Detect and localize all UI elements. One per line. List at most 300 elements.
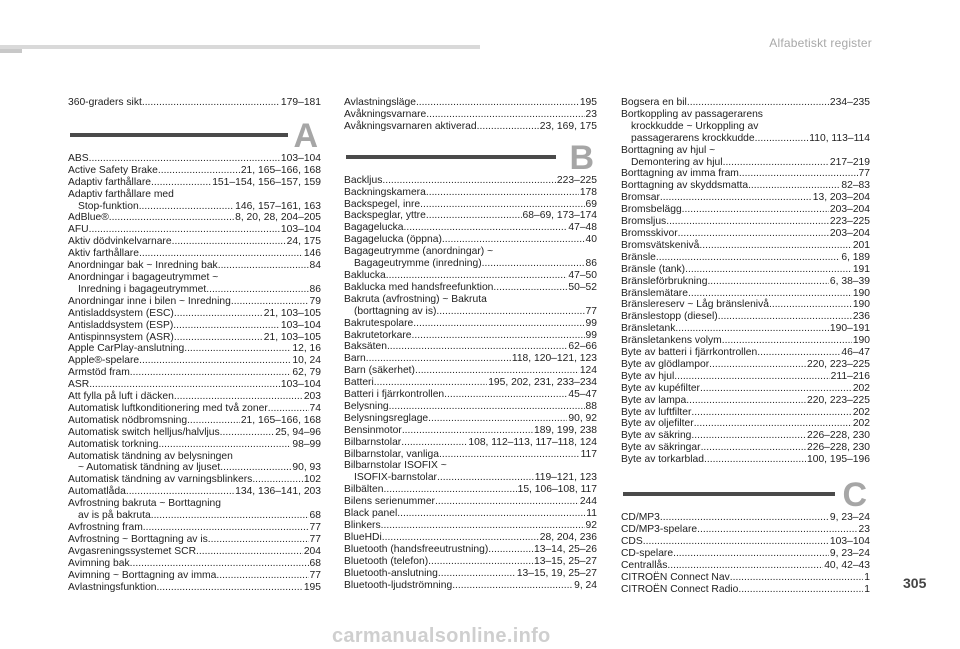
entry-pages: 118, 120–121, 123 (511, 353, 597, 365)
entry-pages: 234–235 (829, 97, 870, 108)
entry-term: Barn (säkerhet) (344, 365, 415, 377)
dot-leader (412, 330, 585, 342)
entry-pages: 62, 79 (292, 367, 321, 379)
entry-pages: 25, 94–96 (275, 426, 321, 438)
entry-term: Byte av lampa (621, 394, 687, 406)
dot-leader (158, 439, 291, 451)
index-entry (621, 383, 870, 395)
entry-pages: 119–121, 123 (534, 472, 597, 484)
dot-leader (389, 401, 585, 413)
entry-term: Borttagning av hjul ~ (621, 144, 716, 156)
entry-term: 360-graders sikt (68, 97, 142, 108)
index-entry (68, 201, 321, 213)
index-entry (68, 474, 321, 486)
entry-pages: 77 (585, 305, 597, 317)
entry-term: Automatisk tändning av belysningen (68, 450, 233, 462)
index-entry (621, 252, 870, 264)
entry-pages: 201 (852, 239, 870, 251)
entry-term: CDS (621, 535, 643, 547)
index-entry (621, 145, 870, 157)
index-entry (621, 395, 870, 407)
entry-pages: 151–154, 156–157, 159 (212, 176, 321, 188)
entry-pages: 9, 23–24 (829, 512, 870, 524)
index-entry (68, 165, 321, 177)
entry-term: Backningskamera (344, 186, 426, 198)
index-entry (621, 548, 870, 560)
entry-pages: 244 (579, 496, 597, 508)
entry-pages: 146, 157–161, 163 (235, 200, 321, 212)
entry-pages: 69 (585, 198, 597, 210)
index-entry (344, 449, 597, 461)
entry-term: Avfrostning ~ Borttagning av is (68, 533, 208, 545)
entry-pages: 86 (309, 283, 321, 295)
index-entry (344, 460, 597, 472)
entry-pages: 190 (852, 299, 870, 311)
section-header-c (621, 476, 870, 515)
index-entry (68, 260, 321, 272)
dot-leader (694, 418, 852, 430)
index-entry (344, 532, 597, 544)
entry-term: Byte av luftfilter (621, 406, 692, 418)
dot-leader (220, 462, 291, 474)
index-entry (68, 236, 321, 248)
entry-pages: 77 (309, 569, 321, 581)
dot-leader (382, 532, 539, 544)
entry-pages: 74 (309, 402, 321, 414)
dot-leader (688, 288, 852, 300)
dot-leader (699, 240, 851, 252)
dot-leader (656, 252, 840, 264)
entry-pages: 13–15, 19, 25–27 (516, 567, 597, 579)
index-entry (68, 248, 321, 260)
entry-pages: 202 (852, 382, 870, 394)
dot-leader (660, 512, 829, 524)
index-entry (621, 335, 870, 347)
entry-term: Byte av torkarblad (621, 454, 704, 466)
entry-pages: 217–219 (829, 156, 870, 168)
section-letter: A (293, 116, 318, 155)
index-entry (621, 536, 870, 548)
entry-pages: 9, 23–24 (829, 547, 870, 559)
entry-pages: 12, 16 (292, 343, 321, 355)
entry-term: Bromsvätskenivå (621, 239, 700, 251)
dot-leader (157, 582, 303, 594)
entry-term: Anordningar inne i bilen ~ Inredning (68, 295, 231, 307)
index-entry (621, 512, 870, 524)
dot-leader (139, 248, 303, 260)
index-entry (621, 180, 870, 192)
entry-term: Bluetooth-anslutning (344, 567, 438, 579)
index-entry (68, 534, 321, 546)
index-entry (621, 109, 870, 121)
dot-leader (184, 343, 291, 355)
dot-leader (488, 544, 533, 556)
index-entry (68, 451, 321, 463)
index-entry (68, 296, 321, 308)
entry-pages: 23 (585, 108, 597, 120)
dot-leader (143, 522, 309, 534)
dot-leader (682, 204, 829, 216)
dot-leader (709, 359, 806, 371)
dot-leader (686, 395, 806, 407)
index-entry (344, 580, 597, 592)
dot-leader (174, 391, 303, 403)
entry-term: Bilbarnstolar ISOFIX ~ (344, 460, 447, 472)
dot-leader (718, 311, 852, 323)
dot-leader (386, 270, 568, 282)
entry-pages: 68–69, 173–174 (522, 210, 597, 222)
index-entry (344, 568, 597, 580)
index-entry (621, 430, 870, 442)
index-entry (621, 228, 870, 240)
index-entry (621, 560, 870, 572)
dot-leader (667, 560, 823, 572)
index-entry (344, 210, 597, 222)
dot-leader (142, 97, 280, 109)
entry-term: Att fylla på luft i däcken (68, 391, 174, 403)
dot-leader (755, 133, 809, 145)
index-entry (68, 177, 321, 189)
index-column-2 (344, 97, 597, 591)
index-entry (621, 323, 870, 335)
entry-term: Antisladdsystem (ESP) (68, 319, 174, 331)
dot-leader (174, 308, 263, 320)
entry-pages: 21, 103–105 (263, 331, 321, 343)
index-column-3 (621, 97, 870, 595)
dot-leader (151, 177, 211, 189)
entry-pages: 6, 189 (841, 251, 870, 263)
index-entry (344, 365, 597, 377)
entry-pages: 11 (586, 508, 597, 520)
entry-pages: 1 (864, 583, 870, 595)
index-entry (68, 486, 321, 498)
entry-term: Demontering av hjul (631, 156, 723, 168)
dot-leader (402, 425, 533, 437)
index-entry (621, 240, 870, 252)
entry-term: Stop-funktion (78, 200, 139, 212)
entry-term: Avgasreningssystemet SCR (68, 545, 197, 557)
entry-term: Bluetooth (telefon) (344, 555, 429, 567)
dot-leader (89, 153, 280, 165)
entry-term: Bilens serienummer (344, 496, 435, 508)
dot-leader (482, 258, 585, 270)
index-entry (68, 522, 321, 534)
dot-leader (139, 201, 234, 213)
entry-term: Bagageutrymme (inredning) (354, 258, 482, 270)
dot-leader (252, 474, 303, 486)
index-entry (621, 418, 870, 430)
entry-term: Bilbarnstolar, vanliga (344, 448, 440, 460)
entry-pages: 220, 223–225 (807, 358, 870, 370)
entry-term: Baklucka med handsfreefunktion (344, 281, 494, 293)
dot-leader (442, 234, 585, 246)
entry-pages: 226–228, 230 (807, 442, 870, 454)
entry-term: Bluetooth (handsfreeutrustning) (344, 543, 489, 555)
entry-pages: 10, 24 (292, 355, 321, 367)
index-entry (68, 367, 321, 379)
dot-leader (426, 109, 584, 121)
watermark: carmanualsonline.info (332, 625, 551, 647)
entry-pages: 98–99 (292, 438, 321, 450)
entry-term: Bakrutetorkare (344, 329, 412, 341)
entry-term: Byte av hjul (621, 370, 675, 382)
entry-term: Bromsar (621, 192, 660, 204)
entry-pages: 6, 38–39 (829, 275, 870, 287)
entry-pages: 92 (585, 520, 597, 531)
index-entry (621, 264, 870, 276)
entry-term: CD/MP3 (621, 512, 660, 524)
dot-leader (673, 548, 829, 560)
entry-pages: 47–50 (568, 269, 597, 281)
entry-pages: 79 (309, 295, 321, 307)
entry-term: Automatisk torkning (68, 438, 159, 450)
entry-term: CITROËN Connect Radio (621, 583, 739, 595)
entry-term: Batteri i fjärrkontrollen (344, 389, 445, 401)
dot-leader (757, 347, 840, 359)
entry-term: Antispinnsystem (ASR) (68, 331, 174, 343)
dot-leader (401, 437, 467, 449)
entry-pages: 191 (852, 263, 870, 275)
dot-leader (151, 510, 309, 522)
index-entry (344, 294, 597, 306)
header-rule (0, 45, 480, 49)
index-entry (68, 189, 321, 201)
dot-leader (437, 472, 534, 484)
entry-pages: 68 (309, 557, 321, 569)
entry-pages: 77 (309, 533, 321, 545)
entry-term: Automatlåda (68, 486, 126, 498)
dot-leader (404, 222, 568, 234)
index-entry (68, 272, 321, 284)
index-entry (68, 415, 321, 427)
entry-pages: 203–204 (829, 227, 870, 239)
entry-pages: 226–228, 230 (807, 430, 870, 442)
entry-pages: 220, 223–225 (807, 394, 870, 406)
entry-pages: 100, 195–196 (807, 454, 870, 466)
entry-term: Automatisk nödbromsning (68, 414, 188, 426)
dot-leader (172, 236, 286, 248)
section-header-a (68, 117, 321, 153)
entry-pages: 195 (303, 581, 321, 593)
dot-leader (187, 415, 240, 427)
entry-term: CD/MP3-spelare (621, 524, 698, 535)
entry-term: Avåkningsvarnare (344, 108, 427, 120)
entry-pages: 202 (852, 406, 870, 418)
entry-term: Bakruta (avfrostning) ~ Bakruta (344, 293, 487, 305)
index-entry (68, 391, 321, 403)
section-divider (346, 155, 556, 159)
entry-term: Backspeglar, yttre (344, 210, 426, 222)
entry-pages: 103–104 (280, 319, 321, 331)
dot-leader (493, 282, 567, 294)
index-entry (68, 427, 321, 439)
entry-term: ABS (68, 152, 89, 164)
index-entry (344, 246, 597, 258)
entry-pages: 40, 42–43 (824, 559, 870, 571)
entry-pages: 45–47 (568, 389, 597, 401)
entry-pages: 21, 165–166, 168 (240, 414, 321, 426)
entry-term: Apple®-spelare (68, 355, 140, 367)
entry-pages: 21, 103–105 (263, 307, 321, 319)
entry-pages: 103–104 (280, 152, 321, 164)
dot-leader (268, 403, 309, 415)
entry-term: Avfrostning fram (68, 522, 143, 533)
index-entry (344, 341, 597, 353)
index-entry (68, 546, 321, 558)
index-entry (68, 379, 321, 391)
entry-term: Antisladdsystem (ESC) (68, 307, 174, 319)
entry-term: Bromsljus (621, 216, 667, 228)
dot-leader (439, 449, 580, 461)
entry-term: Byte av säkringar (621, 442, 701, 454)
entry-pages: 13–15, 25–27 (534, 555, 597, 567)
entry-term: Byte av kupéfilter (621, 382, 700, 394)
entry-term: Backspegel, inre (344, 198, 421, 210)
index-entry (68, 510, 321, 522)
entry-term: Avimning bak (68, 557, 130, 569)
entry-pages: 15, 106–108, 117 (517, 484, 597, 496)
index-entry (621, 204, 870, 216)
index-entry (344, 413, 597, 425)
dot-leader (426, 187, 579, 199)
index-entry (68, 153, 321, 165)
dot-leader (130, 558, 309, 570)
index-entry (68, 332, 321, 344)
dot-leader (216, 570, 308, 582)
index-entry (344, 520, 597, 532)
entry-term: Blinkers (344, 520, 381, 531)
entry-pages: 179–181 (280, 97, 321, 108)
index-entry (621, 288, 870, 300)
index-entry (68, 308, 321, 320)
pre-entries (68, 97, 321, 109)
entry-term: Anordningar bak ~ Inredning bak (68, 260, 218, 272)
entry-pages: 40 (585, 234, 597, 246)
dot-leader (218, 260, 309, 272)
index-entry (621, 311, 870, 323)
entry-term: Bagagelucka (344, 222, 404, 234)
index-entry (621, 299, 870, 311)
entry-pages: 77 (309, 522, 321, 533)
entry-term: Avlastningsfunktion (68, 581, 157, 593)
entry-term: Baklucka (344, 269, 386, 281)
index-entry (68, 498, 321, 510)
dot-leader (231, 296, 309, 308)
index-entry (344, 389, 597, 401)
entry-pages: 9, 24 (574, 579, 597, 591)
entry-pages: 21, 165–166, 168 (240, 164, 321, 176)
entry-term: Black panel (344, 508, 398, 520)
dot-leader (366, 353, 511, 365)
entry-term: Anordningar i bagageutrymmet ~ (68, 271, 219, 283)
entry-pages: 117 (580, 448, 597, 460)
index-entry (621, 359, 870, 371)
dot-leader (707, 276, 828, 288)
dot-leader (723, 157, 829, 169)
entry-pages: 124 (579, 365, 597, 377)
entry-term: Borttagning av skyddsmatta (621, 180, 749, 192)
entry-term: Baksäten (344, 341, 387, 353)
index-entry (344, 199, 597, 211)
entry-pages: 236 (852, 311, 870, 323)
dot-leader (730, 572, 864, 584)
dot-leader (428, 556, 533, 568)
entry-term: Bromsbelägg (621, 204, 682, 216)
index-entry (621, 584, 870, 596)
entry-pages: 50–52 (568, 281, 597, 293)
index-entry (68, 284, 321, 296)
entry-term: Byte av batteri i fjärrkontrollen (621, 347, 758, 359)
entry-pages: 178 (579, 186, 597, 198)
index-entry (344, 234, 597, 246)
entry-pages: 102 (303, 474, 321, 486)
index-column-1 (68, 97, 321, 593)
entry-pages: 110, 113–114 (809, 132, 870, 144)
index-entry (621, 97, 870, 109)
entry-pages: 223–225 (556, 174, 597, 186)
index-entry (344, 556, 597, 568)
index-entry (68, 558, 321, 570)
entry-term: Borttagning av imma fram (621, 168, 739, 180)
entry-term: Byte av säkring (621, 430, 692, 442)
index-entry (68, 343, 321, 355)
entry-term: passagerarens krockkudde (631, 132, 755, 144)
dot-leader (126, 486, 234, 498)
dot-leader (436, 306, 584, 318)
entry-pages: 13–14, 25–26 (534, 543, 597, 555)
entry-term: ASR (68, 379, 90, 391)
dot-leader (382, 175, 556, 187)
dot-leader (416, 97, 579, 109)
entry-pages: 223–225 (829, 216, 870, 228)
entry-term: Bagagelucka (öppna) (344, 234, 442, 246)
header-rule-tick (0, 49, 22, 53)
index-entry (621, 157, 870, 169)
dot-leader (674, 371, 829, 383)
dot-leader (158, 165, 240, 177)
entry-term: AFU (68, 224, 89, 236)
index-entry (344, 270, 597, 282)
entry-term: Bränsletankens volym (621, 335, 722, 347)
entry-pages: 24, 175 (286, 236, 321, 248)
dot-leader (174, 332, 263, 344)
dot-leader (666, 216, 829, 228)
index-entry (621, 524, 870, 536)
entry-term: Backljus (344, 174, 383, 186)
dot-leader (208, 534, 309, 546)
entry-pages: 90, 92 (568, 412, 597, 424)
dot-leader (738, 584, 863, 596)
section-letter: B (569, 138, 594, 177)
entry-pages: 1 (864, 571, 870, 583)
section-divider (70, 133, 288, 137)
index-entry (68, 355, 321, 367)
entry-pages: 202 (852, 418, 870, 430)
entry-term: (borttagning av is) (354, 305, 437, 317)
entry-pages: 195, 202, 231, 233–234 (488, 377, 597, 389)
entry-term: Bilbälten (344, 484, 384, 496)
entry-term: Bromsskivor (621, 227, 678, 239)
index-entry (344, 282, 597, 294)
dot-leader (109, 212, 234, 224)
entry-term: Automatisk luftkonditionering med två zoner (68, 402, 268, 414)
index-entry (344, 353, 597, 365)
entry-term: CITROËN Connect Nav (621, 571, 730, 583)
index-entry (344, 306, 597, 318)
entry-pages: 146 (303, 248, 321, 260)
index-entry (344, 472, 597, 484)
entry-term: Bakrutespolare (344, 317, 414, 329)
